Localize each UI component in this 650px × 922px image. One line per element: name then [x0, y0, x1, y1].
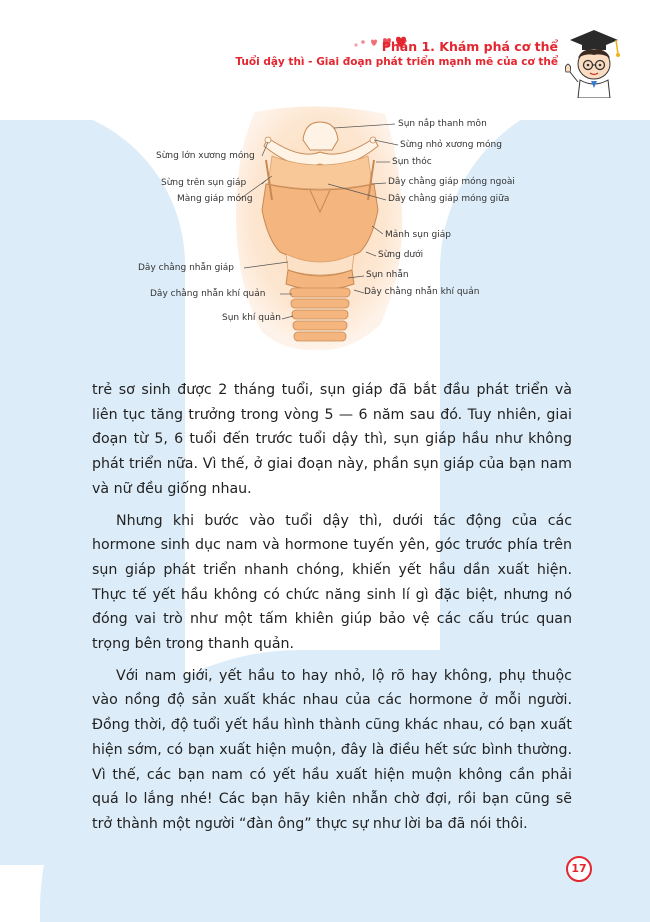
label-day-chang-giap-mong-giua: Dây chằng giáp móng giữa: [388, 194, 510, 204]
label-day-chang-giap-mong-ngoai: Dây chằng giáp móng ngoài: [388, 177, 515, 187]
body-text: [92, 378, 572, 844]
label-sung-duoi: Sừng dưới: [378, 250, 424, 260]
paragraph-1: trẻ sơ sinh được 2 tháng tuổi, sụn giáp đã bắt đầu phát triển và liên tục tăng trưởng trong vòng 5 — 6 năm sau đó. Tuy nhiên, giai đoạn từ 5, 6 tuổi đến trước tuổi dậy thì, sụn giáp hầu như không phát triển nữa. Vì thế, ở giai đoạn này, phần sụn giáp của bạn nam và nữ đều giống nhau.: [92, 382, 572, 497]
label-day-chang-nhan-khi-quan-right: Dây chằng nhẫn khí quản: [364, 287, 480, 297]
label-sung-lon-xuong-mong: Sừng lớn xương móng: [156, 151, 255, 161]
label-mang-giap-mong: Màng giáp móng: [177, 194, 253, 204]
page-number: 17: [566, 856, 592, 882]
epiglottis-shape: [303, 122, 338, 150]
chapter-header: [235, 38, 558, 69]
larynx-anatomy-illustration: [0, 100, 650, 370]
label-sung-tren-sun-giap: Sừng trên sụn giáp: [161, 178, 247, 188]
label-sun-khi-quan: Sụn khí quản: [222, 313, 281, 323]
paragraph-3: Với nam giới, yết hầu to hay nhỏ, lộ rõ hay không, phụ thuộc vào nồng độ sản xuất khác nhau của các hormone ở mỗi người. Đồng thời, độ tuổi yết hầu hình thành cũng khác nhau, có bạn xuất hiện sớm, có bạn xuất hiện muộn, đây là điều hết sức bình thường. Vì thế, các bạn nam có yết hầu xuất hiện muộn không cần phải quá lo lắng nhé! Các bạn hãy kiên nhẫn chờ đợi, rồi bạn cũng sẽ trở thành một người “đàn ông” thực sự như lời ba đã nói thôi.: [92, 667, 572, 832]
part-subtitle: Tuổi dậy thì - Giai đoạn phát triển mạnh mẽ của cơ thể: [235, 56, 558, 68]
label-day-chang-nhan-giap: Dây chằng nhẫn giáp: [138, 263, 235, 273]
mascot-boy-icon: [562, 28, 622, 98]
label-sung-nho-xuong-mong: Sừng nhỏ xương móng: [400, 140, 502, 150]
label-sun-nap-thanh-mon: Sụn nắp thanh môn: [398, 119, 487, 129]
paragraph-2: Nhưng khi bước vào tuổi dậy thì, dưới tác động của các hormone sinh dục nam và hormone tuyến yên, góc trước phía trên sụn giáp phát triển nhanh chóng, khiến yết hầu dần xuất hiện. Thực tế yết hầu không có chức năng sinh lí gì đặc biệt, nhưng nó đóng vai trò như một tấm khiên giúp bảo vệ các cấu trúc quan trọng bên trong thanh quản.: [92, 512, 572, 653]
label-manh-sun-giap: Mảnh sụn giáp: [385, 230, 451, 240]
label-sun-nhan: Sụn nhẫn: [366, 270, 409, 280]
trachea-rings: [290, 288, 350, 341]
part-title: Phần 1. Khám phá cơ thể: [381, 39, 558, 54]
label-day-chang-nhan-khi-quan-left: Dây chằng nhẫn khí quản: [150, 289, 266, 299]
label-sun-thoc: Sụn thóc: [392, 157, 432, 167]
